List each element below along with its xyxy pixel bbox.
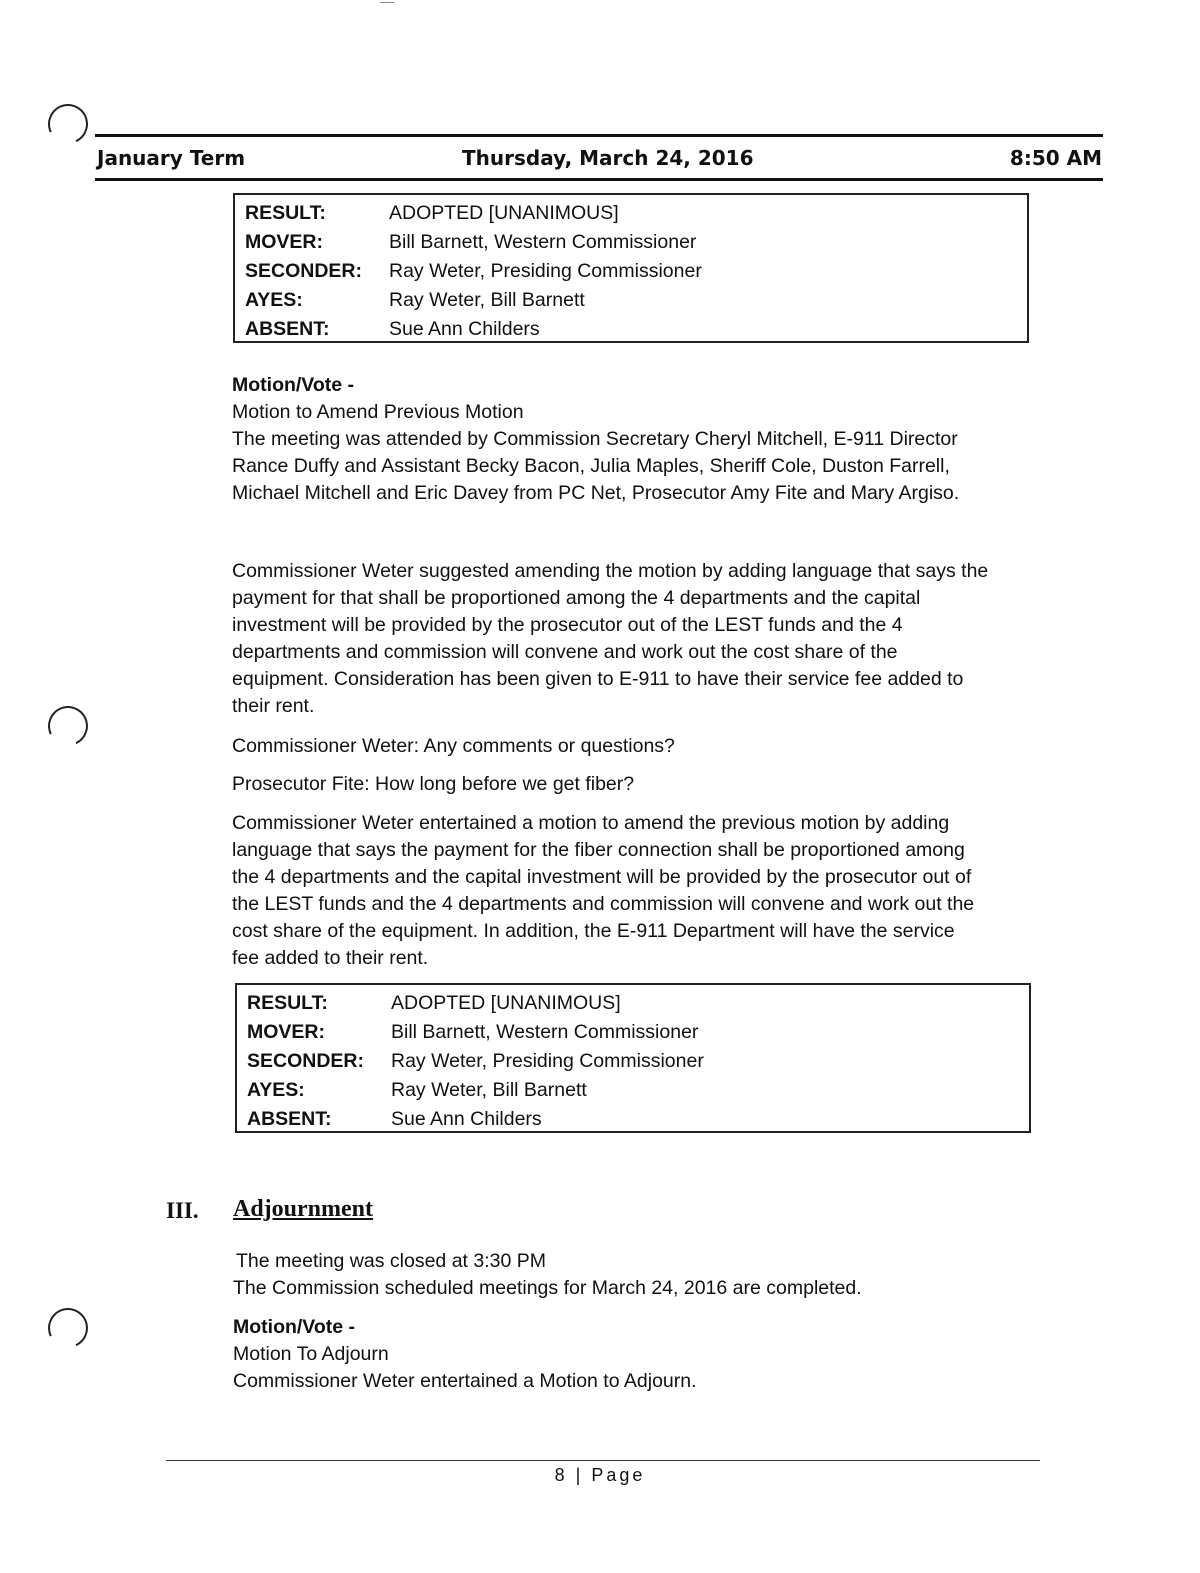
vote-value: Ray Weter, Presiding Commissioner [391,1050,704,1072]
comment-line: Prosecutor Fite: How long before we get fiber? [232,773,635,795]
entertained-line: Commissioner Weter entertained a motion to amend the previous motion by adding [232,812,950,834]
entertained-line: language that says the payment for the fiber connection shall be proportioned among [232,839,965,861]
suggestion-line: investment will be provided by the prosecutor out of the LEST funds and the 4 [232,614,903,636]
header-rule-bottom [95,178,1103,181]
page-number: 8 | Page [554,1465,646,1485]
scan-mark [380,2,394,3]
vote-label: MOVER: [245,231,323,253]
completed-line: The Commission scheduled meetings for March 24, 2016 are completed. [233,1277,862,1299]
vote-value: Ray Weter, Presiding Commissioner [389,260,702,282]
vote-label: AYES: [245,289,303,311]
vote-label: RESULT: [247,992,328,1014]
vote-row [235,315,1027,344]
vote-label: SECONDER: [247,1050,365,1072]
suggestion-line: payment for that shall be proportioned among the 4 departments and the capital [232,587,921,609]
attendance-line: Michael Mitchell and Eric Davey from PC Net, Prosecutor Amy Fite and Mary Argiso. [232,482,960,504]
motion-title: Motion to Amend Previous Motion [232,401,524,423]
vote-row [237,1018,1029,1047]
suggestion-line: departments and commission will convene and work out the cost share of the [232,641,898,663]
section-number: III. [166,1198,199,1223]
comment-line: Commissioner Weter: Any comments or questions? [232,735,675,757]
vote-label: ABSENT: [245,318,330,340]
motion-heading: Motion/Vote - [232,374,355,396]
section-title: Adjournment [233,1196,374,1222]
attendance-line: The meeting was attended by Commission Secretary Cheryl Mitchell, E-911 Director [232,428,958,450]
vote-value: Bill Barnett, Western Commissioner [389,231,697,253]
closed-line: The meeting was closed at 3:30 PM [236,1250,546,1272]
entertained-line: cost share of the equipment. In addition, the E-911 Department will have the service [232,920,955,942]
vote-value: Ray Weter, Bill Barnett [389,289,585,311]
suggestion-line: equipment. Consideration has been given to E-911 to have their service fee added to [232,668,964,690]
vote-label: RESULT: [245,202,326,224]
header-rule-top [95,134,1103,137]
vote-row [235,199,1027,228]
vote-row [235,228,1027,257]
punch-hole-icon [42,700,93,751]
attendance-line: Rance Duffy and Assistant Becky Bacon, Julia Maples, Sheriff Cole, Duston Farrell, [232,455,950,477]
vote-label: ABSENT: [247,1108,332,1130]
punch-hole-icon [42,1302,93,1353]
footer-rule [166,1460,1040,1461]
punch-hole-icon [42,98,93,149]
motion-heading: Motion/Vote - [233,1316,356,1338]
suggestion-line: Commissioner Weter suggested amending the motion by adding language that says the [232,560,989,582]
vote-row [235,286,1027,315]
entertained-line: fee added to their rent. [232,947,429,969]
motion-text: Commissioner Weter entertained a Motion to Adjourn. [233,1370,697,1392]
vote-result-table [233,193,1029,343]
header-term: January Term [97,146,246,170]
suggestion-line: their rent. [232,695,315,717]
vote-value: Sue Ann Childers [389,318,540,340]
vote-row [237,989,1029,1018]
vote-value: Bill Barnett, Western Commissioner [391,1021,699,1043]
vote-value: Sue Ann Childers [391,1108,542,1130]
vote-value: ADOPTED [UNANIMOUS] [389,202,619,224]
vote-value: ADOPTED [UNANIMOUS] [391,992,621,1014]
entertained-line: the LEST funds and the 4 departments and commission will convene and work out the [232,893,975,915]
entertained-line: the 4 departments and the capital investment will be provided by the prosecutor out of [232,866,972,888]
vote-row [237,1076,1029,1105]
motion-title: Motion To Adjourn [233,1343,389,1365]
header-date: Thursday, March 24, 2016 [462,146,754,170]
vote-label: AYES: [247,1079,305,1101]
vote-value: Ray Weter, Bill Barnett [391,1079,587,1101]
header-time: 8:50 AM [1009,146,1102,170]
vote-label: MOVER: [247,1021,325,1043]
vote-result-table [235,983,1031,1133]
vote-row [237,1047,1029,1076]
vote-label: SECONDER: [245,260,363,282]
vote-row [237,1105,1029,1134]
vote-row [235,257,1027,286]
